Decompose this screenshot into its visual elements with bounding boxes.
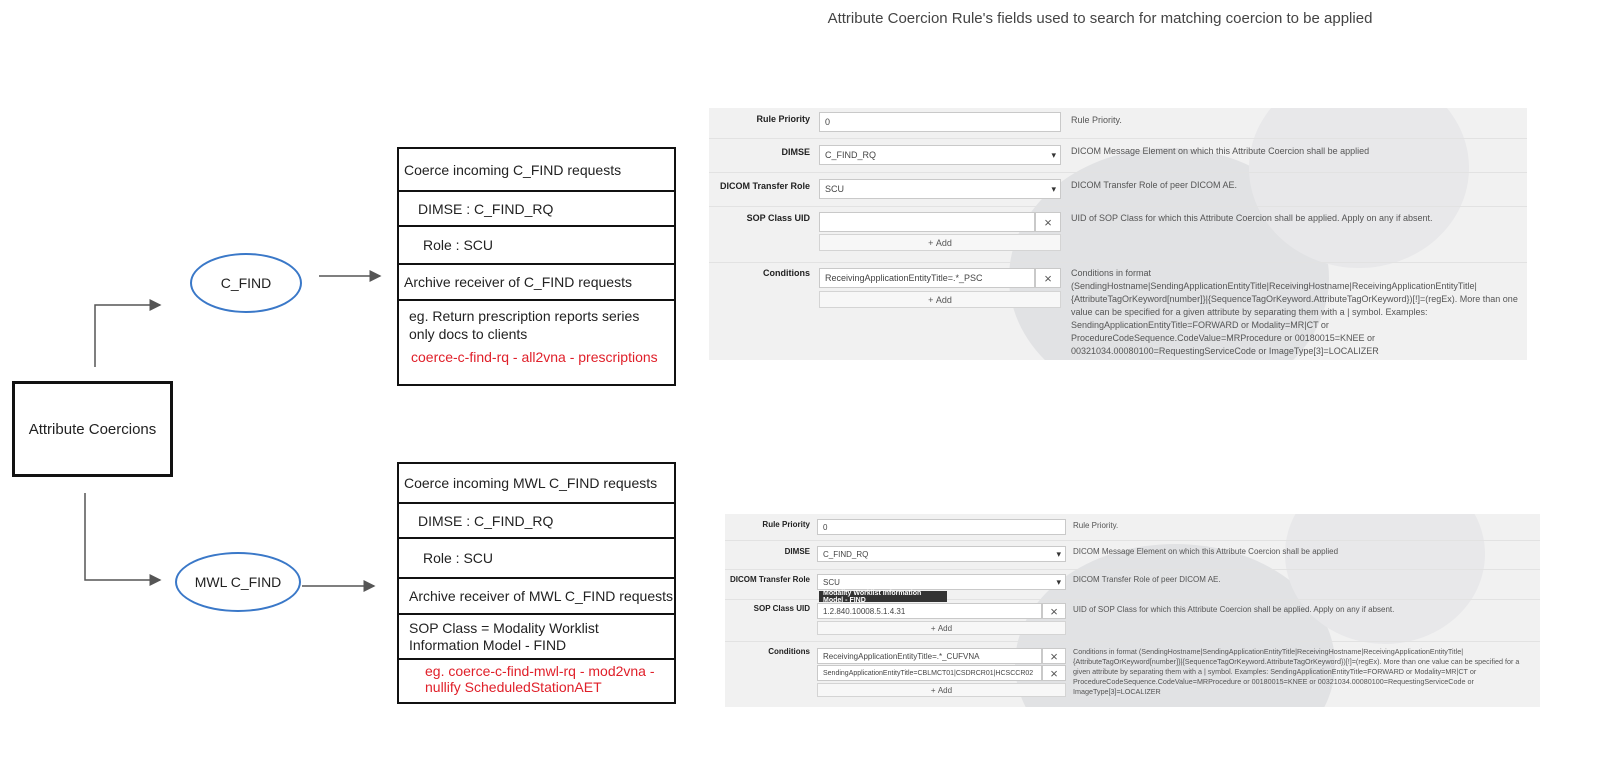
box1-dimse [399, 192, 674, 227]
desc-dimse: DICOM Message Element on which this Attribute Coercion shall be applied [1071, 146, 1370, 156]
box2-sop-text: SOP Class = Modality Worklist Information Model - FIND [409, 619, 599, 653]
mwl-c-find-rule-box [397, 462, 676, 704]
box2-archive-text: Archive receiver of MWL C_FIND requests [409, 588, 673, 604]
c-find-node: C_FIND [190, 253, 302, 313]
sop-class-input[interactable] [819, 212, 1035, 232]
conditions-add-button[interactable]: + Add [819, 291, 1061, 308]
box2-example [399, 660, 674, 698]
box1-role-text: Role : SCU [423, 237, 494, 253]
label-dimse: DIMSE [781, 147, 810, 157]
box1-archive [399, 265, 674, 301]
row2-rule-priority [725, 514, 1540, 541]
dimse-select[interactable] [819, 145, 1061, 165]
arrow-root-to-mwl [85, 493, 160, 580]
sop-class-clear-icon-2[interactable]: × [1042, 603, 1066, 619]
desc2-sop-class: UID of SOP Class for which this Attribute Coercion shall be applied. Apply on any if absent. [1073, 605, 1395, 614]
box1-dimse-text: DIMSE : C_FIND_RQ [418, 200, 554, 217]
sop-class-add-button-2[interactable]: + Add [817, 621, 1066, 635]
condition-input-2b[interactable]: SendingApplicationEntityTitle=CBLMCT01|CSDRCR01|HCSCCR02 [817, 665, 1042, 681]
row-transfer-role [709, 172, 1527, 207]
sop-class-clear-icon[interactable]: × [1035, 212, 1061, 232]
label-transfer-role: DICOM Transfer Role [719, 181, 810, 191]
label2-dimse: DIMSE [784, 547, 810, 556]
conditions-add-label-2: Add [937, 685, 953, 695]
desc-transfer-role: DICOM Transfer Role of peer DICOM AE. [1071, 180, 1238, 190]
condition-input-1[interactable]: ReceivingApplicationEntityTitle=.*_PSC [819, 268, 1035, 288]
box2-role-text: Role : SCU [423, 550, 494, 566]
desc-rule-priority: Rule Priority. [1071, 115, 1122, 125]
label-conditions: Conditions [763, 268, 810, 278]
desc2-dimse: DICOM Message Element on which this Attribute Coercion shall be applied [1073, 547, 1339, 556]
row2-sop-class [725, 599, 1540, 642]
box1-example-red: coerce-c-find-rq - all2vna - prescriptions [411, 349, 658, 365]
box1-archive-text: Archive receiver of C_FIND requests [404, 274, 632, 290]
desc2-rule-priority: Rule Priority. [1073, 521, 1119, 530]
label-rule-priority: Rule Priority [756, 114, 810, 124]
label2-transfer-role: DICOM Transfer Role [729, 575, 810, 584]
box2-archive [399, 579, 674, 615]
transfer-role-2-value: SCU [823, 577, 840, 587]
box1-title-text: Coerce incoming C_FIND requests [404, 161, 622, 178]
sop-class-tooltip: Modality Worklist Information Model - FIND [819, 591, 947, 602]
row2-transfer-role [725, 569, 1540, 604]
attribute-coercions-node: Attribute Coercions [12, 381, 173, 477]
rule-priority-input-2[interactable]: 0 [817, 519, 1066, 535]
box1-example-text: eg. Return prescription reports series only docs to clients [409, 308, 640, 342]
sop-class-add-button[interactable]: + Add [819, 234, 1061, 251]
box2-title-text: Coerce incoming MWL C_FIND requests [404, 475, 658, 491]
page-title: Attribute Coercion Rule's fields used to search for matching coercion to be applied [827, 10, 1373, 27]
row-conditions [709, 262, 1527, 360]
label2-sop-class: SOP Class UID [753, 604, 810, 613]
conditions-add-button-2[interactable]: + Add [817, 683, 1066, 697]
box2-title [399, 464, 674, 504]
condition-input-2a[interactable]: ReceivingApplicationEntityTitle=.*_CUFVNA [817, 648, 1042, 664]
desc2-transfer-role: DICOM Transfer Role of peer DICOM AE. [1073, 575, 1221, 584]
condition-clear-icon[interactable]: × [1035, 268, 1061, 288]
arrow-root-to-cfind [95, 305, 160, 367]
box2-example-red: eg. coerce-c-find-mwl-rq - mod2vna - nullify ScheduledStationAET [425, 663, 655, 695]
row2-conditions [725, 641, 1540, 707]
label2-rule-priority: Rule Priority [762, 520, 810, 529]
box2-role [399, 539, 674, 579]
transfer-role-select[interactable] [819, 179, 1061, 199]
mwl-c-find-node: MWL C_FIND [175, 552, 301, 612]
label2-conditions: Conditions [768, 647, 810, 656]
row-dimse [709, 138, 1527, 173]
sop-add-label-2: Add [937, 623, 953, 633]
desc2-conditions: Conditions in format (SendingHostname|SendingApplicationEntityTitle|ReceivingHostname|ReceivingApplicationEntityTitle|{AttributeTagOrKeyword[number]}|{SequenceTagOrKeyword.AttributeTagOrKeyword})[!]=(regEx). More than one value can be specified for a given attribute by separating them with a | symbol. Examples: SendingApplicationEntityTitle=FORWARD or Modality=MR|CT or ProcedureCodeSequence.CodeValue=MRProcedure or 00180015=KNEE or 00321034.00080100=RequestingServiceCode or ImageType[3]=LOCALIZER [1073, 647, 1520, 696]
condition-clear-icon-2a[interactable]: × [1042, 648, 1066, 664]
box2-dimse [399, 504, 674, 539]
transfer-role-select-2[interactable] [817, 574, 1066, 590]
label-sop-class: SOP Class UID [746, 213, 810, 223]
dimse-select-2[interactable] [817, 546, 1066, 562]
row2-dimse [725, 540, 1540, 570]
dimse-select-2-value: C_FIND_RQ [823, 549, 869, 559]
desc-sop-class: UID of SOP Class for which this Attribute Coercion shall be applied. Apply on any if absent. [1071, 213, 1433, 223]
dimse-select-value: C_FIND_RQ [825, 150, 877, 160]
condition-clear-icon-2b[interactable]: × [1042, 665, 1066, 681]
row-rule-priority [709, 108, 1527, 139]
row-sop-class [709, 206, 1527, 263]
sop-class-input-2[interactable]: 1.2.840.10008.5.1.4.31 [817, 603, 1042, 619]
sop-add-label: Add [935, 237, 952, 248]
box1-example [399, 301, 674, 380]
conditions-add-label: Add [935, 294, 952, 305]
coercion-form-panel-1 [709, 108, 1527, 360]
box2-sop [399, 615, 674, 660]
c-find-rule-box [397, 147, 676, 386]
transfer-role-value: SCU [825, 184, 845, 194]
coercion-form-panel-2 [725, 514, 1540, 707]
box1-title [399, 149, 674, 192]
box2-dimse-text: DIMSE : C_FIND_RQ [418, 512, 554, 529]
desc-conditions: Conditions in format (SendingHostname|SendingApplicationEntityTitle|ReceivingHostname|ReceivingApplicationEntityTitle|{AttributeTagOrKeyword[number]}|{SequenceTagOrKeyword.AttributeTagOrKeyword})[!]=(regEx). More than one value can be specified for a given attribute by separating them with a | symbol. Examples: SendingApplicationEntityTitle=FORWARD or Modality=MR|CT or ProcedureCodeSequence.CodeValue=MRProcedure or 00180015=KNEE or 00321034.00080100=RequestingServiceCode or ImageType[3]=LOCALIZER [1071, 268, 1518, 356]
box1-role [399, 227, 674, 265]
rule-priority-input[interactable]: 0 [819, 112, 1061, 132]
